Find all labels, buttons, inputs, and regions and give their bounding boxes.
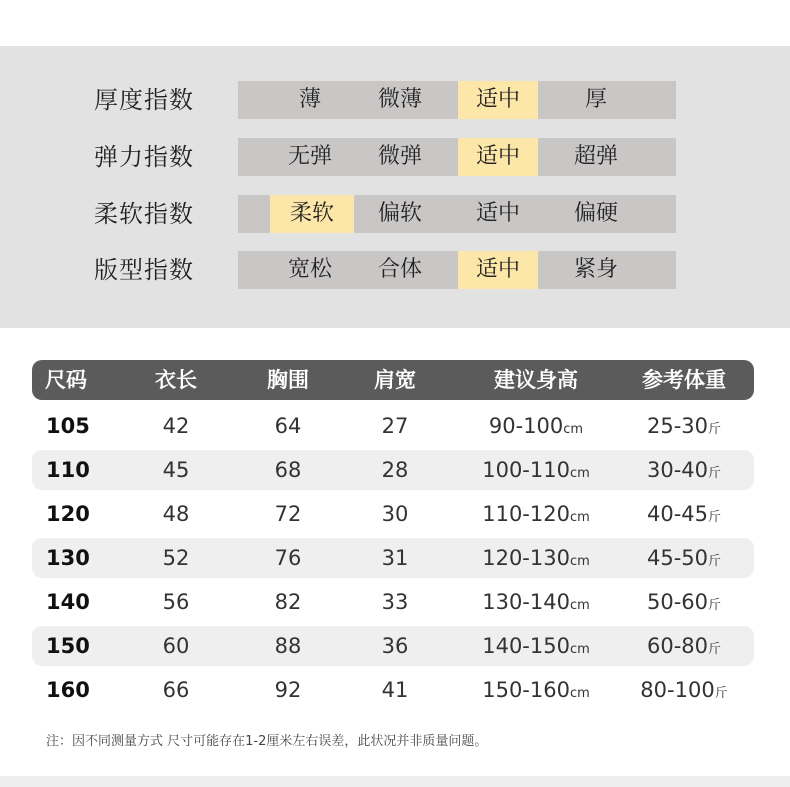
cell-chest	[238, 406, 338, 446]
cell-value: 27	[381, 414, 409, 438]
cell-value: 41	[381, 678, 409, 702]
cell-size	[46, 670, 106, 710]
cell-weight	[620, 582, 748, 622]
cell-unit: 斤	[708, 554, 722, 569]
cell-size	[46, 450, 106, 490]
cell-height	[466, 406, 606, 446]
cell-value: 105	[46, 414, 90, 438]
header-weight: 参考体重	[642, 368, 726, 392]
cell-chest	[238, 494, 338, 534]
index-option: 微薄	[377, 87, 422, 112]
header-height: 建议身高	[494, 368, 578, 392]
cell-height	[466, 582, 606, 622]
cell-shoulder	[345, 582, 445, 622]
bottom-divider	[0, 776, 790, 787]
cell-value: 28	[381, 458, 409, 482]
cell-value: 25-30	[646, 414, 708, 438]
cell-size	[46, 406, 106, 446]
fit-index-row	[0, 251, 790, 289]
cell-value: 56	[162, 590, 190, 614]
cell-value: 130	[46, 546, 90, 570]
index-option: 偏硬	[573, 201, 618, 226]
index-bar	[238, 195, 676, 233]
cell-size	[46, 538, 106, 578]
index-bar	[238, 138, 676, 176]
cell-chest	[238, 670, 338, 710]
cell-unit: cm	[569, 642, 590, 657]
cell-size	[46, 494, 106, 534]
cell-chest	[238, 626, 338, 666]
cell-weight	[620, 626, 748, 666]
index-option-selected: 适中	[458, 251, 538, 289]
table-row	[32, 406, 754, 446]
table-row	[32, 626, 754, 666]
cell-shoulder	[345, 406, 445, 446]
index-label: 弹力指数	[94, 143, 194, 171]
cell-unit: cm	[569, 598, 590, 613]
table-row	[32, 450, 754, 490]
cell-height	[466, 538, 606, 578]
cell-value: 82	[274, 590, 302, 614]
cell-height	[466, 494, 606, 534]
table-row	[32, 494, 754, 534]
cell-chest	[238, 582, 338, 622]
cell-shoulder	[345, 450, 445, 490]
cell-value: 100-110	[482, 458, 570, 482]
index-label: 版型指数	[94, 256, 194, 284]
index-option: 薄	[298, 87, 321, 112]
header-chest: 胸围	[267, 368, 309, 392]
index-option: 宽松	[287, 257, 332, 282]
cell-value: 45	[162, 458, 190, 482]
cell-value: 88	[274, 634, 302, 658]
cell-weight	[620, 406, 748, 446]
cell-value: 30	[381, 502, 409, 526]
cell-weight	[620, 670, 748, 710]
cell-value: 150	[46, 634, 90, 658]
cell-unit: cm	[569, 554, 590, 569]
index-option: 无弹	[287, 144, 332, 169]
cell-value: 30-40	[646, 458, 708, 482]
table-row	[32, 538, 754, 578]
cell-value: 42	[162, 414, 190, 438]
cell-value: 36	[381, 634, 409, 658]
cell-value: 66	[162, 678, 190, 702]
cell-shoulder	[345, 626, 445, 666]
cell-value: 80-100	[640, 678, 715, 702]
index-option: 微弹	[377, 144, 422, 169]
index-option: 偏软	[377, 201, 422, 226]
cell-shoulder	[345, 494, 445, 534]
cell-value: 40-45	[646, 502, 708, 526]
index-bar	[238, 81, 676, 119]
cell-height	[466, 626, 606, 666]
cell-value: 64	[274, 414, 302, 438]
header-shoulder: 肩宽	[374, 368, 416, 392]
index-label: 厚度指数	[94, 86, 194, 114]
cell-value: 33	[381, 590, 409, 614]
cell-value: 110-120	[482, 502, 570, 526]
index-option: 合体	[377, 257, 422, 282]
table-row	[32, 670, 754, 710]
cell-size	[46, 582, 106, 622]
cell-length	[126, 494, 226, 534]
index-option-selected: 柔软	[270, 195, 354, 233]
cell-value: 48	[162, 502, 190, 526]
table-row	[32, 582, 754, 622]
cell-height	[466, 450, 606, 490]
elasticity-index-row	[0, 138, 790, 176]
cell-unit: cm	[563, 422, 584, 437]
cell-length	[126, 582, 226, 622]
cell-chest	[238, 450, 338, 490]
cell-unit: cm	[569, 510, 590, 525]
cell-shoulder	[345, 670, 445, 710]
index-option-selected: 适中	[458, 81, 538, 119]
cell-length	[126, 626, 226, 666]
cell-unit: 斤	[708, 422, 722, 437]
cell-value: 160	[46, 678, 90, 702]
cell-value: 31	[381, 546, 409, 570]
index-label: 柔软指数	[94, 200, 194, 228]
cell-value: 150-160	[482, 678, 570, 702]
cell-value: 92	[274, 678, 302, 702]
thickness-index-row	[0, 81, 790, 119]
cell-weight	[620, 538, 748, 578]
cell-value: 110	[46, 458, 90, 482]
cell-value: 130-140	[482, 590, 570, 614]
cell-length	[126, 406, 226, 446]
cell-unit: cm	[569, 466, 590, 481]
cell-weight	[620, 450, 748, 490]
measurement-note: 注：因不同测量方式 尺寸可能存在1-2厘米左右误差，此状况并非质量问题。	[46, 734, 488, 749]
cell-unit: 斤	[708, 642, 722, 657]
cell-chest	[238, 538, 338, 578]
cell-value: 68	[274, 458, 302, 482]
cell-unit: 斤	[708, 466, 722, 481]
index-option: 适中	[475, 201, 520, 226]
cell-value: 72	[274, 502, 302, 526]
cell-unit: 斤	[714, 686, 728, 701]
cell-length	[126, 670, 226, 710]
cell-size	[46, 626, 106, 666]
cell-value: 52	[162, 546, 190, 570]
index-option-selected: 适中	[458, 138, 538, 176]
cell-value: 60	[162, 634, 190, 658]
index-option: 紧身	[573, 257, 618, 282]
fabric-index-panel	[0, 46, 790, 328]
cell-length	[126, 450, 226, 490]
softness-index-row	[0, 195, 790, 233]
cell-value: 60-80	[646, 634, 708, 658]
cell-value: 120-130	[482, 546, 570, 570]
size-table-header	[32, 360, 754, 400]
cell-unit: 斤	[708, 598, 722, 613]
header-size: 尺码	[45, 368, 87, 392]
cell-unit: 斤	[708, 510, 722, 525]
cell-weight	[620, 494, 748, 534]
cell-value: 76	[274, 546, 302, 570]
cell-value: 120	[46, 502, 90, 526]
cell-shoulder	[345, 538, 445, 578]
cell-value: 50-60	[646, 590, 708, 614]
cell-height	[466, 670, 606, 710]
header-length: 衣长	[155, 368, 197, 392]
cell-value: 140	[46, 590, 90, 614]
cell-value: 90-100	[488, 414, 564, 438]
cell-value: 45-50	[646, 546, 708, 570]
cell-unit: cm	[569, 686, 590, 701]
index-option: 超弹	[573, 144, 618, 169]
cell-value: 140-150	[482, 634, 570, 658]
index-option: 厚	[584, 87, 607, 112]
cell-length	[126, 538, 226, 578]
index-bar	[238, 251, 676, 289]
